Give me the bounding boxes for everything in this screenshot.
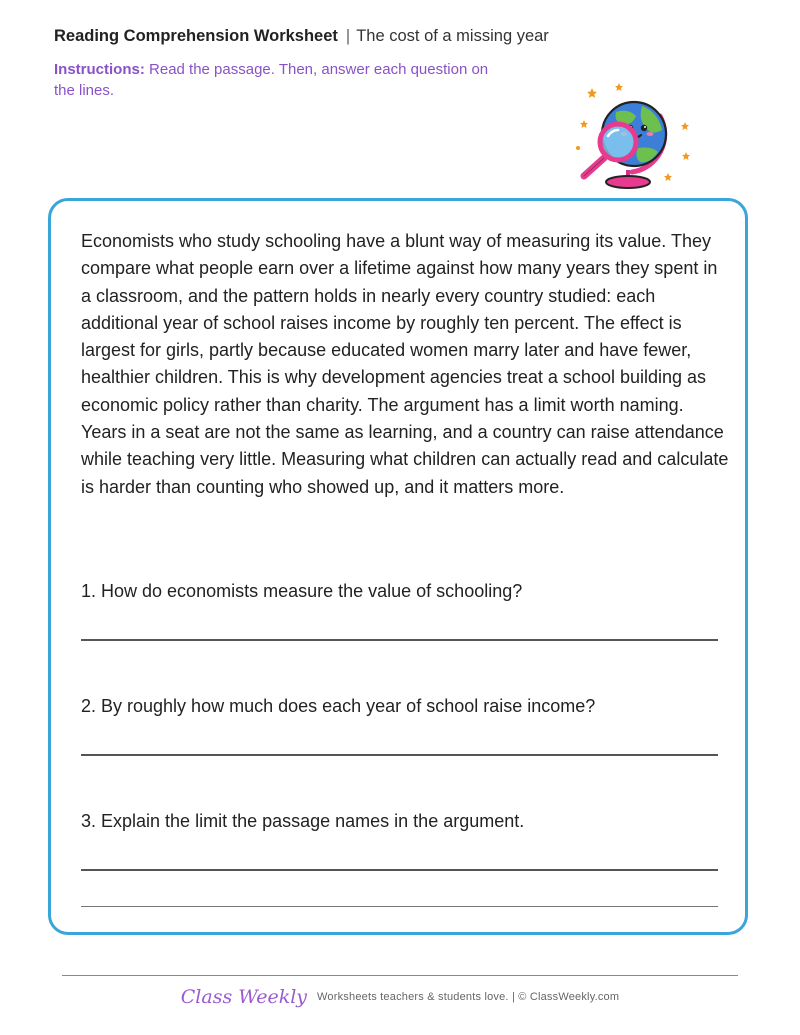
footer-divider [62,975,738,976]
answer-line-1[interactable] [81,639,718,641]
worksheet-subtitle: The cost of a missing year [356,27,549,45]
worksheet-title: Reading Comprehension Worksheet [54,27,338,45]
question-1: 1. How do economists measure the value of schooling? [81,581,523,601]
brand-logo: Class Weekly [180,986,308,1008]
answer-line-3b[interactable] [81,906,718,907]
question-3: 3. Explain the limit the passage names in the argument. [81,811,525,831]
footer [0,986,800,1008]
answer-line-2[interactable] [81,754,718,756]
instructions-text: Read the passage. Then, answer each question on the lines. [54,61,489,99]
instructions-label: Instructions: [54,61,145,78]
reading-passage: Economists who study schooling have a blunt way of measuring its value. They compare what people earn over a lifetime against how many years they spent in a classroom, and the pattern holds in nearly every country studied: each additional year of school raises income by roughly ten percent. The effect is largest for girls, partly because educated women marry later and have fewer, healthier children. This is why development agencies treat a school building as economic policy rather than charity. The argument has a limit worth naming. Years in a seat are not the same as learning, and a country can raise attendance while teaching very little. Measuring what children can actually read and calculate is harder than counting who showed up, and it matters more. [81,231,729,497]
footer-tagline: Worksheets teachers & students love. | © ClassWeekly.com [317,991,620,1003]
question-2: 2. By roughly how much does each year of school raise income? [81,696,596,716]
worksheet-header [54,27,549,46]
globe-with-magnifying-glass-icon [572,78,696,196]
instructions [54,59,504,101]
answer-line-3a[interactable] [81,869,718,871]
header-separator: | [345,27,351,45]
